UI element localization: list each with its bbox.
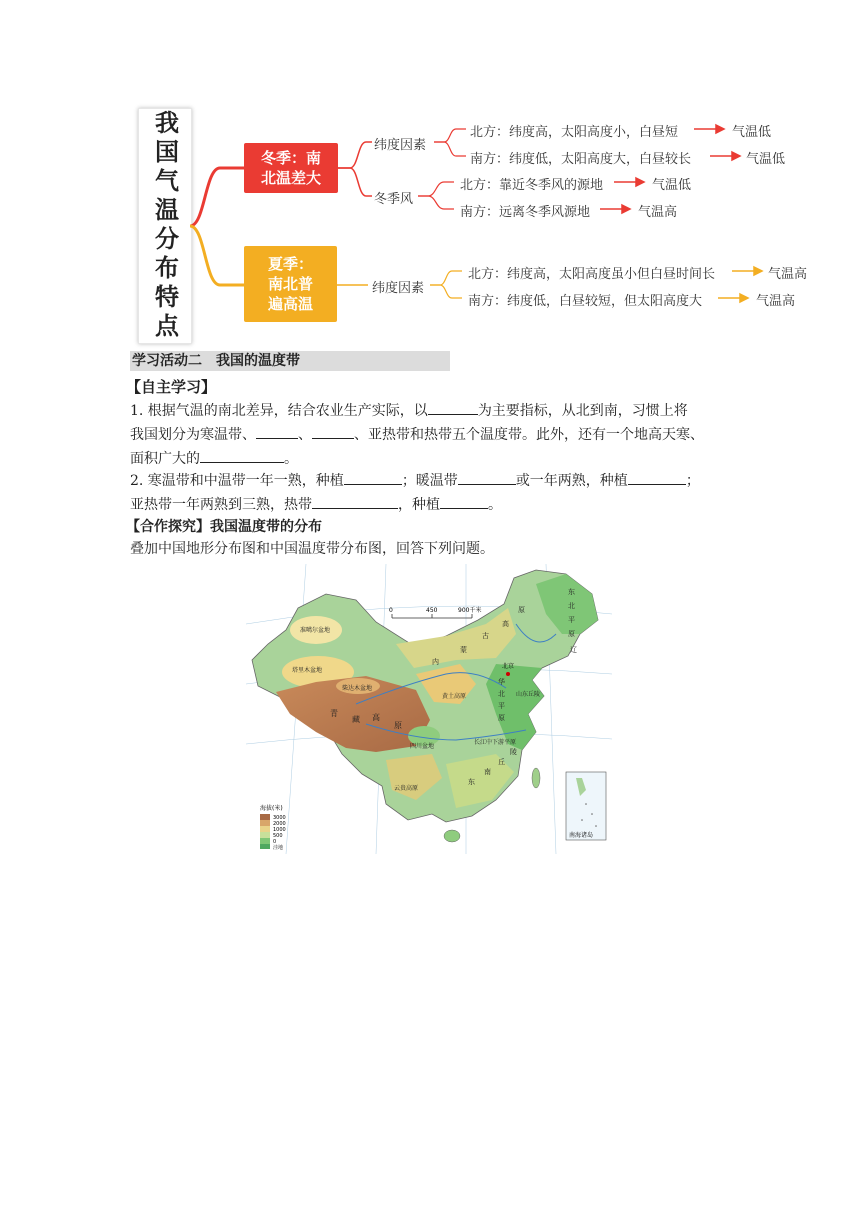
winter-south-monsoon-result: 气温高 (638, 205, 678, 220)
summer-south: 南方：纬度低，白昼较短，但太阳高度大 (468, 294, 703, 309)
blank-indicator[interactable] (428, 400, 478, 415)
winter-north-monsoon-result: 气温低 (652, 178, 692, 193)
mindmap-title: 我国气温分布特点 (138, 108, 192, 344)
beijing-marker (506, 672, 510, 676)
blank-special-zone[interactable] (200, 448, 284, 463)
blank-zone-3[interactable] (312, 424, 354, 439)
label-tarim: 塔里木盆地 (292, 667, 323, 674)
winter-box: 冬季：南 北温差大 (244, 143, 338, 193)
question-1-line-3: 面积广大的 。 (130, 448, 298, 468)
scale-0: 0 (389, 607, 393, 614)
label-yuan-2: 原 (518, 606, 525, 614)
summer-south-result: 气温高 (756, 294, 796, 309)
label-sichuan: 四川盆地 (410, 743, 435, 750)
label-beijing: 北京 (502, 663, 515, 670)
inset-label: 南海诸岛 (569, 832, 594, 839)
label-gu: 古 (482, 632, 489, 640)
blank-crop-1[interactable] (344, 470, 402, 485)
label-nan: 南 (484, 768, 491, 776)
south-china-sea-inset (566, 772, 606, 840)
label-shandong: 山东丘陵 (516, 691, 541, 698)
self-study-heading: 【自主学习】 (126, 378, 217, 396)
winter-north-monsoon: 北方：靠近冬季风的源地 (460, 178, 604, 193)
label-yuan-1: 原 (394, 721, 402, 730)
summer-north-result: 气温高 (768, 267, 808, 282)
label-loess: 黄土高原 (442, 693, 467, 700)
blank-harvest-1[interactable] (458, 470, 516, 485)
summer-box: 夏季： 南北普 遍高温 (244, 246, 337, 322)
scale-900: 900千米 (458, 607, 482, 614)
label-meng: 蒙 (460, 646, 467, 654)
winter-factor-monsoon: 冬季风 (374, 192, 414, 207)
section-title: 学习活动二 我国的温度带 (130, 351, 450, 371)
legend-0: 0 (273, 839, 277, 845)
winter-north-latitude-result: 气温低 (732, 125, 772, 140)
mindmap-connectors (0, 0, 860, 360)
blank-crop-3[interactable] (440, 494, 488, 509)
label-bei-2: 北 (498, 690, 505, 698)
label-gao-2: 高 (502, 620, 509, 628)
label-gao-1: 高 (372, 713, 380, 722)
label-hua: 华 (498, 678, 505, 686)
label-yuan-4: 原 (498, 714, 505, 722)
winter-south-latitude-result: 气温低 (746, 152, 786, 167)
label-ping-1: 平 (568, 616, 575, 624)
label-dong-2: 东 (568, 588, 575, 596)
legend-1000: 1000 (273, 827, 286, 833)
winter-factor-latitude: 纬度因素 (374, 138, 427, 153)
scale-450: 450 (426, 607, 438, 614)
summer-factor-latitude: 纬度因素 (372, 281, 425, 296)
label-liao: 辽 (570, 646, 577, 654)
legend-title: 海拔(米) (260, 805, 283, 812)
label-ping-2: 平 (498, 702, 505, 710)
label-yungui: 云贵高原 (394, 785, 419, 792)
label-ling: 陵 (510, 748, 517, 756)
china-terrain-map (246, 564, 612, 854)
label-qaidam: 柴达木盆地 (342, 685, 373, 692)
legend-3000: 3000 (273, 815, 286, 821)
label-qiu: 丘 (498, 758, 505, 766)
label-bei-1: 北 (568, 602, 575, 610)
blank-harvest-2[interactable] (312, 494, 398, 509)
blank-crop-2[interactable] (628, 470, 686, 485)
coop-heading: 【合作探究】我国温度带的分布 (126, 519, 322, 535)
legend-2000: 2000 (273, 821, 286, 827)
summer-north: 北方：纬度高，太阳高度虽小但白昼时间长 (468, 267, 716, 282)
blank-zone-2[interactable] (256, 424, 298, 439)
label-qing: 青 (330, 709, 338, 718)
question-1-line-2: 我国划分为寒温带、 、 、亚热带和热带五个温度带。此外，还有一个地高天寒、 (130, 424, 704, 444)
legend-500: 500 (273, 833, 283, 839)
label-nei: 内 (432, 658, 439, 666)
winter-north-latitude: 北方：纬度高，太阳高度小，白昼短 (470, 125, 679, 140)
winter-south-monsoon: 南方：远离冬季风源地 (460, 205, 591, 220)
label-yuan-3: 原 (568, 630, 575, 638)
label-dong-1: 东 (468, 778, 475, 786)
label-zang: 藏 (352, 715, 360, 724)
label-junggar: 准噶尔盆地 (300, 627, 331, 634)
question-1-line-1: 1. 根据气温的南北差异，结合农业生产实际，以 为主要指标，从北到南，习惯上将 (130, 400, 688, 420)
label-yangtze-plain: 长江中下游平原 (474, 739, 517, 746)
question-2-line-2: 亚热带一年两熟到三熟，热带 ，种植 。 (130, 494, 502, 514)
question-2-line-1: 2. 寒温带和中温带一年一熟，种植 ；暖温带 或一年两熟，种植 ； (130, 470, 700, 490)
winter-south-latitude: 南方：纬度低，太阳高度大，白昼较长 (470, 152, 692, 167)
coop-description: 叠加中国地形分布图和中国温度带分布图，回答下列问题。 (130, 541, 494, 557)
legend-depression: 洼地 (273, 845, 284, 851)
